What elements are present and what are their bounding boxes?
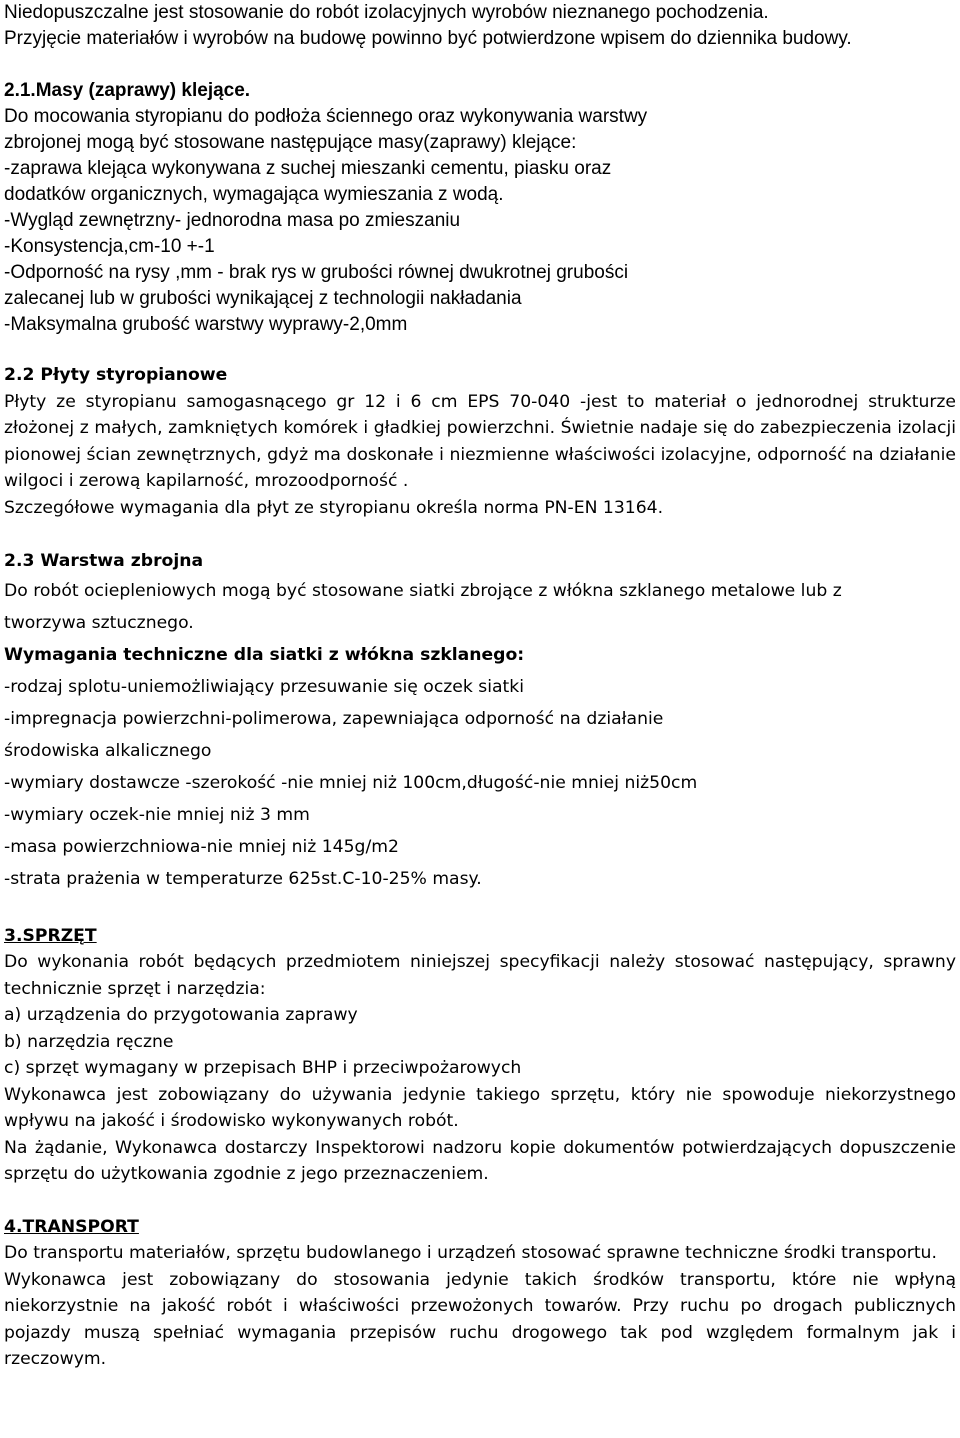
document-page xyxy=(4,0,956,1373)
s3-paragraph-3: Na żądanie, Wykonawca dostarczy Inspektorowi nadzoru kopie dokumentów potwierdzających dopuszczenie sprzętu do użytkowania zgodnie z jego przeznaczeniem. xyxy=(4,1137,956,1184)
s23-requirement: -strata prażenia w temperaturze 625st.C-10-25% masy. xyxy=(4,868,482,889)
s23-line: Do robót ociepleniowych mogą być stosowane siatki zbrojące z włókna szklanego metalowe lub z xyxy=(4,580,842,601)
s23-requirements-heading: Wymagania techniczne dla siatki z włókna szklanego: xyxy=(4,644,525,665)
s3-paragraph-1: Do wykonania robót będących przedmiotem niniejszej specyfikacji należy stosować następujący, sprawny technicznie sprzęt i narzędzia: xyxy=(4,952,956,999)
s23-line: tworzywa sztucznego. xyxy=(4,612,194,633)
s4-paragraph-2: Wykonawca jest zobowiązany do stosowania jedynie takich środków transportu, które nie wpłyną niekorzystnie na jakość robót i właściwości przewożonych towarów. Przy ruchu po drogach publicznych pojazdy muszą spełniać wymagania przepisów ruchu drogowego tak pod względem formalnym jak i rzeczowym. xyxy=(4,1269,956,1369)
s23-requirement: środowiska alkalicznego xyxy=(4,740,212,761)
section-2-3-heading: 2.3 Warstwa zbrojna xyxy=(4,551,204,571)
s3-paragraph-2: Wykonawca jest zobowiązany do używania jedynie takiego sprzętu, który nie spowoduje niekorzystnego wpływu na jakość i środowisko wykonywanych robót. xyxy=(4,1084,956,1131)
s23-requirement: -impregnacja powierzchni-polimerowa, zapewniająca odporność na działanie xyxy=(4,708,664,729)
s21-line: zbrojonej mogą być stosowane następujące masy(zaprawy) klejące: xyxy=(4,132,577,153)
section-2-1-heading: 2.1.Masy (zaprawy) klejące. xyxy=(4,80,251,101)
s21-property: -Maksymalna grubość warstwy wyprawy-2,0mm xyxy=(4,314,408,335)
s23-requirement: -wymiary dostawcze -szerokość -nie mniej niż 100cm,długość-nie mniej niż50cm xyxy=(4,772,698,793)
s21-property: zalecanej lub w grubości wynikającej z technologii nakładania xyxy=(4,288,522,309)
s3-item: a) urządzenia do przygotowania zaprawy xyxy=(4,1005,358,1025)
s21-line: Do mocowania styropianu do podłoża ściennego oraz wykonywania warstwy xyxy=(4,106,648,127)
section-2-2-heading: 2.2 Płyty styropianowe xyxy=(4,365,228,385)
s23-requirement: -wymiary oczek-nie mniej niż 3 mm xyxy=(4,804,310,825)
s21-property: -Konsystencja,cm-10 +-1 xyxy=(4,236,215,257)
s23-requirement: -rodzaj splotu-uniemożliwiający przesuwanie się oczek siatki xyxy=(4,676,525,697)
s21-line: dodatków organicznych, wymagająca wymieszania z wodą. xyxy=(4,184,504,205)
s21-line: -zaprawa klejąca wykonywana z suchej mieszanki cementu, piasku oraz xyxy=(4,158,612,179)
intro-paragraph-2: Przyjęcie materiałów i wyrobów na budowę powinno być potwierdzone wpisem do dziennika budowy. xyxy=(4,28,852,49)
s21-property: -Odporność na rysy ,mm - brak rys w grubości równej dwukrotnej grubości xyxy=(4,262,629,283)
intro-paragraph-1: Niedopuszczalne jest stosowanie do robót izolacyjnych wyrobów nieznanego pochodzenia. xyxy=(4,2,769,23)
s22-body: Płyty ze styropianu samogasnącego gr 12 i 6 cm EPS 70-040 -jest to materiał o jednorodnej strukturze złożonej z małych, zamkniętych komórek i gładkiej powierzchni. Świetnie nadaje się do zabezpieczenia izolacji pionowej ścian zewnętrznych, gdyż ma doskonałe i niezmienne właściwości izolacyjne, odporność na działanie wilgoci i zerową kapilarność, mrozoodporność . xyxy=(4,391,956,491)
s23-requirement: -masa powierzchniowa-nie mniej niż 145g/m2 xyxy=(4,836,399,857)
s3-item: b) narzędzia ręczne xyxy=(4,1031,174,1052)
s3-item: c) sprzęt wymagany w przepisach BHP i przeciwpożarowych xyxy=(4,1058,522,1078)
s21-property: -Wygląd zewnętrzny- jednorodna masa po zmieszaniu xyxy=(4,210,461,231)
section-4-heading: 4.TRANSPORT xyxy=(4,1216,139,1237)
s22-norm: Szczegółowe wymagania dla płyt ze styropianu określa norma PN-EN 13164. xyxy=(4,497,664,518)
section-3-heading: 3.SPRZĘT xyxy=(4,925,97,946)
s4-paragraph-1: Do transportu materiałów, sprzętu budowlanego i urządzeń stosować sprawne techniczne środki transportu. xyxy=(4,1243,937,1263)
